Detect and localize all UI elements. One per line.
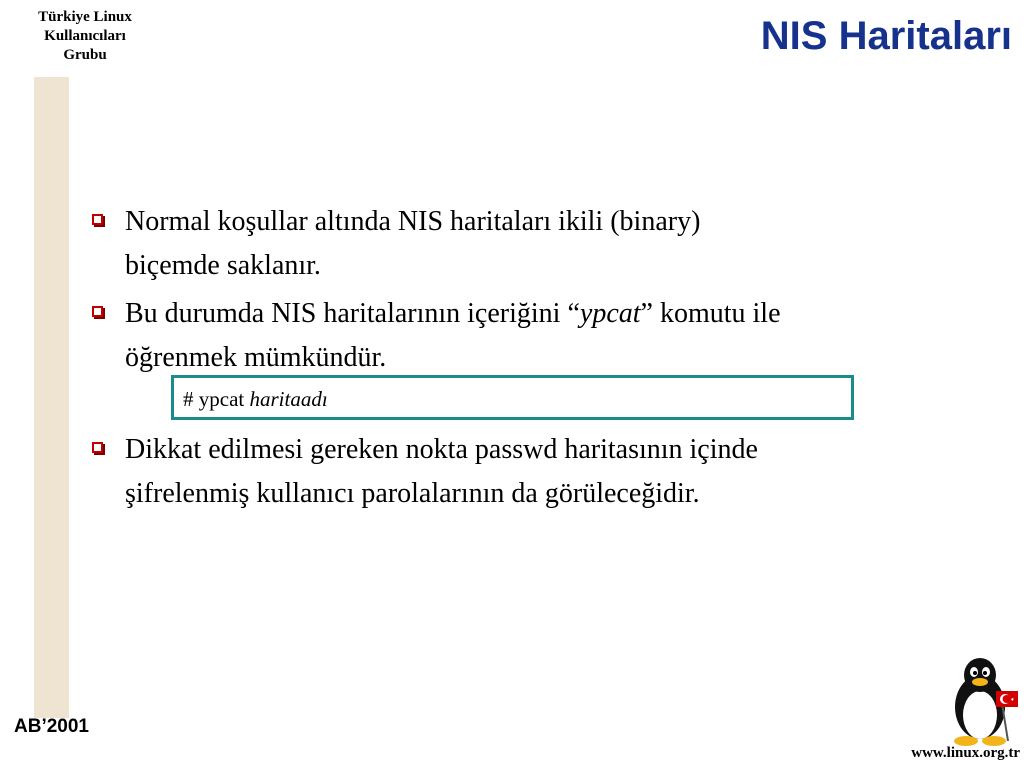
bullet-square-icon xyxy=(92,442,103,453)
bullet-2-text-after: ” komutu ile xyxy=(640,298,781,329)
bullet-list-continued xyxy=(92,428,992,520)
tux-penguin-icon xyxy=(942,655,1022,747)
slide-title: NIS Haritaları xyxy=(760,14,1012,58)
bullet-square-icon xyxy=(92,306,103,317)
code-command: # ypcat xyxy=(183,387,250,411)
bullet-1-line-1: Normal koşullar altında NIS haritaları ikili (binary) xyxy=(125,206,701,237)
org-line-1: Türkiye Linux xyxy=(38,9,132,25)
bullet-item-1 xyxy=(92,200,992,288)
left-decorative-bar xyxy=(34,77,69,718)
bullet-2-text-before: Bu durumda NIS haritalarının içeriğini “ xyxy=(125,298,580,329)
org-line-2: Kullanıcıları xyxy=(44,28,126,44)
code-example-box xyxy=(171,375,854,420)
org-line-3: Grubu xyxy=(63,47,107,63)
bullet-square-icon xyxy=(92,214,103,225)
bullet-list xyxy=(92,200,992,384)
bullet-3-line-1: Dikkat edilmesi gereken nokta passwd haritasının içinde xyxy=(125,434,758,465)
bullet-2-command-name: ypcat xyxy=(579,298,641,329)
code-argument: haritaadı xyxy=(249,387,328,411)
bullet-2-line-2: öğrenmek mümkündür. xyxy=(125,342,387,373)
bullet-item-2 xyxy=(92,292,992,380)
org-name xyxy=(0,8,170,65)
bullet-item-3 xyxy=(92,428,992,516)
bullet-3-line-2: şifrelenmiş kullanıcı parolalarının da görüleceğidir. xyxy=(125,478,700,509)
bullet-1-line-2: biçemde saklanır. xyxy=(125,250,321,281)
footer-date: AB’2001 xyxy=(14,716,89,737)
footer-website: www.linux.org.tr xyxy=(911,745,1020,761)
